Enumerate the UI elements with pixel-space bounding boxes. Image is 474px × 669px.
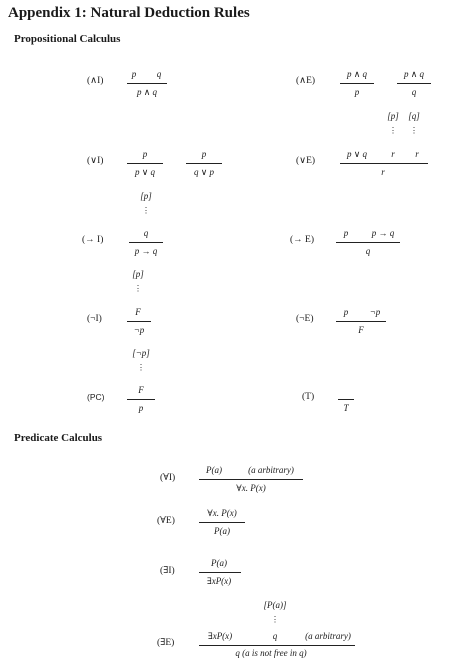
conclusion: q: [365, 246, 371, 256]
premise: q: [272, 631, 278, 641]
conclusion: P(a): [214, 526, 230, 536]
vertical-dots: ⋮: [142, 206, 150, 215]
conclusion: ∃xP(x): [206, 576, 232, 586]
section-heading-predicate: Predicate Calculus: [14, 432, 103, 444]
conclusion: ¬p: [133, 325, 145, 335]
premise: F: [138, 385, 144, 395]
premise: p: [142, 149, 148, 159]
inference-line: [397, 83, 431, 84]
rule-label: (→ E): [290, 235, 315, 245]
conclusion: F: [358, 325, 364, 335]
inference-line: [127, 163, 163, 164]
rule-label: (∧I): [87, 76, 104, 86]
assumption: [p]: [140, 191, 152, 201]
vertical-dots: ⋮: [389, 126, 397, 135]
rule-label: (∨I): [87, 156, 104, 166]
rule-label: (¬E): [296, 314, 314, 324]
premise: q: [143, 228, 149, 238]
section-heading-propositional: Propositional Calculus: [14, 33, 121, 45]
premise: p: [343, 307, 349, 317]
conclusion: q (a is not free in q): [235, 648, 307, 658]
premise: p: [343, 228, 349, 238]
inference-line: [336, 321, 386, 322]
premise: ∀x. P(x): [207, 508, 237, 518]
conclusion: ∀x. P(x): [236, 483, 266, 493]
conclusion: T: [343, 403, 349, 413]
premise: q: [156, 69, 162, 79]
premise: r: [391, 149, 395, 159]
inference-line: [127, 321, 151, 322]
conclusion: p: [138, 403, 144, 413]
conclusion: q ∨ p: [193, 167, 215, 177]
vertical-dots: ⋮: [271, 615, 279, 624]
rule-label: (∧E): [296, 76, 316, 86]
premise: P(a): [206, 465, 222, 475]
rule-label: (→ I): [82, 235, 104, 245]
rule-label: (∨E): [296, 156, 316, 166]
inference-line: [186, 163, 222, 164]
premise: P(a): [211, 558, 227, 568]
premise: p ∨ q: [346, 149, 368, 159]
premise: p → q: [371, 228, 395, 238]
inference-line: [336, 242, 400, 243]
rule-label: (∃E): [157, 638, 175, 648]
inference-line: [338, 399, 354, 400]
side-condition: (a arbitrary): [305, 631, 351, 641]
rule-label: (¬I): [87, 314, 102, 324]
page-title: Appendix 1: Natural Deduction Rules: [8, 5, 250, 21]
premise: p ∧ q: [346, 69, 368, 79]
inference-line: [340, 163, 428, 164]
conclusion: r: [381, 167, 385, 177]
conclusion: p: [354, 87, 360, 97]
premise: p: [201, 149, 207, 159]
premise: ¬p: [369, 307, 381, 317]
inference-line: [199, 479, 303, 480]
premise: r: [415, 149, 419, 159]
inference-line: [340, 83, 374, 84]
premise: F: [135, 307, 141, 317]
inference-line: [199, 645, 355, 646]
assumption: [p]: [387, 111, 399, 121]
assumption: [¬p]: [132, 348, 150, 358]
conclusion: p → q: [134, 246, 158, 256]
premise: ∃xP(x): [207, 631, 233, 641]
inference-line: [199, 572, 241, 573]
inference-line: [127, 399, 155, 400]
vertical-dots: ⋮: [137, 363, 145, 372]
conclusion: p ∧ q: [136, 87, 158, 97]
inference-line: [127, 83, 167, 84]
assumption: [P(a)]: [263, 600, 287, 610]
rule-label: (∀E): [157, 516, 175, 526]
premise: p ∧ q: [403, 69, 425, 79]
assumption: [q]: [408, 111, 420, 121]
inference-line: [199, 522, 245, 523]
conclusion: p ∨ q: [134, 167, 156, 177]
side-condition: (a arbitrary): [248, 465, 294, 475]
vertical-dots: ⋮: [134, 284, 142, 293]
rule-label: (PC): [87, 392, 105, 402]
rule-label: (T): [302, 392, 315, 402]
conclusion: q: [411, 87, 417, 97]
inference-line: [129, 242, 163, 243]
vertical-dots: ⋮: [410, 126, 418, 135]
premise: p: [131, 69, 137, 79]
rule-label: (∀I): [160, 473, 176, 483]
rule-label: (∃I): [160, 566, 175, 576]
assumption: [p]: [132, 269, 144, 279]
